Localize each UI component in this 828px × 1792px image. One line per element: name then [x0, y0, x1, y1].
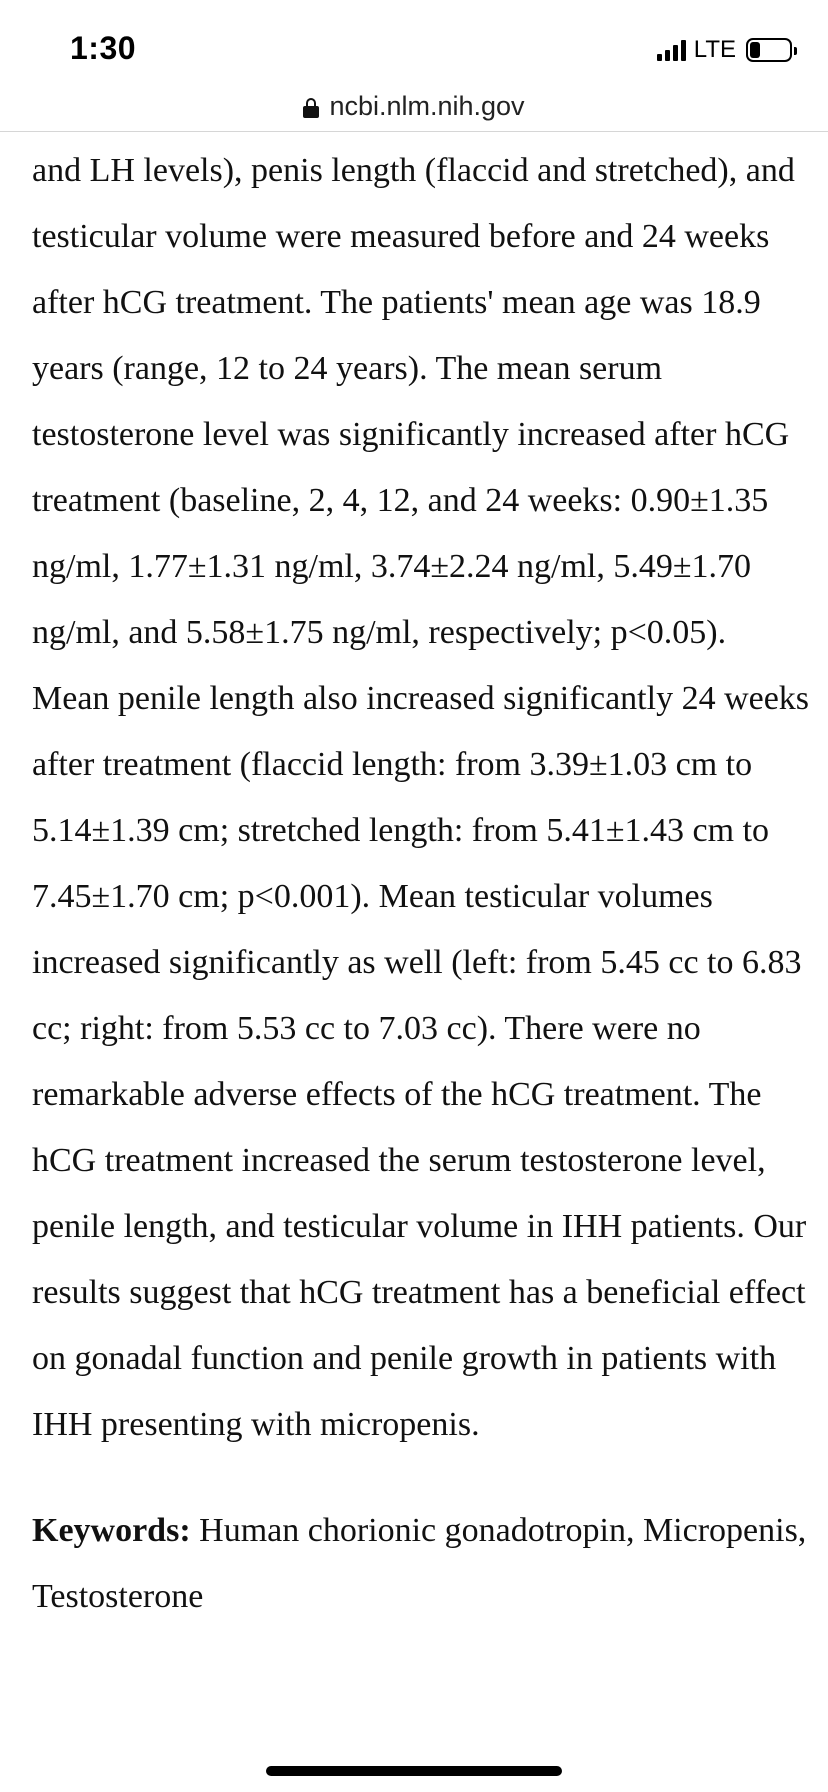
- keywords-paragraph: [32, 1498, 812, 1630]
- status-time: 1:30: [70, 30, 137, 66]
- url-text[interactable]: ncbi.nlm.nih.gov: [329, 91, 525, 121]
- keywords-list: Human chorionic gonadotropin, Micropenis, Testosterone: [32, 1512, 807, 1615]
- abstract-paragraph: and LH levels), penis length (flaccid and stretched), and testicular volume were measured before and 24 weeks after hCG treatment. The patients' mean age was 18.9 years (range, 12 to 24 years). The mean serum testosterone level was significantly increased after hCG treatment (baseline, 2, 4, 12, and 24 weeks: 0.90±1.35 ng/ml, 1.77±1.31 ng/ml, 3.74±2.24 ng/ml, 5.49±1.70 ng/ml, and 5.58±1.75 ng/ml, respectively; p<0.05). Mean penile length also increased significantly 24 weeks after treatment (flaccid length: from 3.39±1.03 cm to 5.14±1.39 cm; stretched length: from 5.41±1.43 cm to 7.45±1.70 cm; p<0.001). Mean testicular volumes increased significantly as well (left: from 5.45 cc to 6.83 cc; right: from 5.53 cc to 7.03 cc). There were no remarkable adverse effects of the hCG treatment. The hCG treatment increased the serum testosterone level, penile length, and testicular volume in IHH patients. Our results suggest that hCG treatment has a beneficial effect on gonadal function and penile growth in patients with IHH presenting with micropenis.: [32, 152, 810, 1443]
- keywords-label: Keywords:: [32, 1512, 191, 1549]
- lock-icon: [303, 98, 319, 118]
- article-content: [32, 138, 812, 1630]
- network-type-label: LTE: [693, 36, 736, 63]
- battery-icon: [746, 38, 792, 62]
- url-bar[interactable]: [0, 82, 828, 132]
- home-indicator[interactable]: [266, 1766, 562, 1776]
- cellular-signal-icon: [657, 39, 686, 61]
- battery-level-fill: [750, 42, 760, 58]
- status-indicators: [657, 36, 792, 64]
